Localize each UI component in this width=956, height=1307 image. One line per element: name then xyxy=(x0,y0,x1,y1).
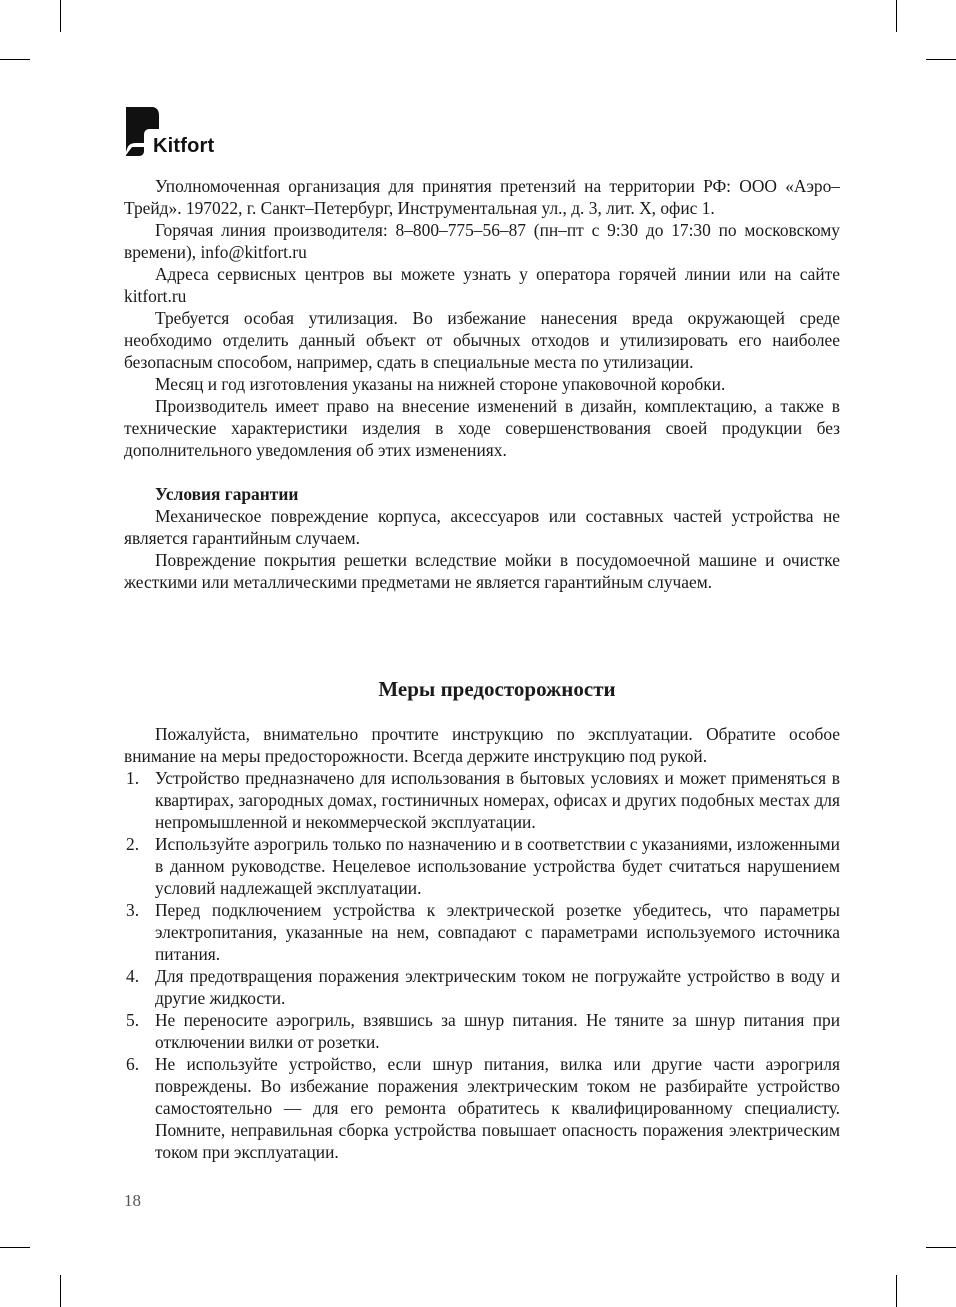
list-text: Для предотвращения поражения электрическим током не погружайте устройство в воду и другие жидкости. xyxy=(155,966,840,1008)
paragraph: Месяц и год изготовления указаны на нижней стороне упаковочной коробки. xyxy=(155,374,726,394)
crop-mark xyxy=(0,59,30,60)
list-item xyxy=(124,833,840,899)
paragraph: Адреса сервисных центров вы можете узнать у оператора горячей линии или на сайте kitfort.ru xyxy=(124,264,840,306)
list-text: Не используйте устройство, если шнур питания, вилка или другие части аэрогриля повреждены. Во избежание поражения электрическим током не разбирайте устройство самостоятельно — для его ремонта обратитесь к квалифицированному специалисту. Помните, неправильная сборка устройства повышает опасность поражения электрическим током при эксплуатации. xyxy=(155,1054,840,1162)
list-item xyxy=(124,899,840,965)
list-item xyxy=(124,767,840,833)
precautions-section xyxy=(124,723,840,1163)
paragraph: Уполномоченная организация для принятия претензий на территории РФ: ООО «Аэро–Трейд». 197022, г. Санкт–Петербург, Инструментальная ул., д. 3, лит. Х, офис 1. xyxy=(124,176,840,218)
crop-mark xyxy=(60,1275,61,1307)
list-text: Не переносите аэрогриль, взявшись за шнур питания. Не тяните за шнур питания при отключении вилки от розетки. xyxy=(155,1010,840,1052)
page-number: 18 xyxy=(124,1191,141,1210)
paragraph: Механическое повреждение корпуса, аксессуаров или составных частей устройства не является гарантийным случаем. xyxy=(124,506,840,548)
list-number: 3. xyxy=(126,900,140,920)
crop-mark xyxy=(896,0,897,32)
crop-mark xyxy=(0,1247,30,1248)
paragraph: Повреждение покрытия решетки вследствие мойки в посудомоечной машине и очистке жесткими или металлическими предметами не является гарантийным случаем. xyxy=(124,550,840,592)
section-title: Меры предосторожности xyxy=(378,677,616,701)
list-text: Перед подключением устройства к электрической розетке убедитесь, что параметры электропитания, указанные на нем, совпадают с параметрами используемого источника питания. xyxy=(155,900,840,964)
list-number: 4. xyxy=(126,966,140,986)
list-text: Устройство предназначено для использования в бытовых условиях и может применяться в квартирах, загородных домах, гостиничных номерах, офисах и других подобных местах для непромышленной и некоммерческой эксплуатации. xyxy=(155,768,840,832)
list-number: 6. xyxy=(126,1054,140,1074)
list-number: 2. xyxy=(126,834,140,854)
list-item xyxy=(124,1009,840,1053)
list-number: 5. xyxy=(126,1010,140,1030)
brand-name: Kitfort xyxy=(153,135,215,157)
list-text: Используйте аэрогриль только по назначению и в соответствии с указаниями, изложенными в данном руководстве. Нецелевое использование устройства будет считаться нарушением условий надлежащей эксплуатации. xyxy=(155,834,840,898)
list-item xyxy=(124,965,840,1009)
paragraph: Требуется особая утилизация. Во избежание нанесения вреда окружающей среде необходимо отделить данный объект от обычных отходов и утилизировать его наиболее безопасным способом, например, сдать в специальные места по утилизации. xyxy=(124,308,840,372)
paragraph: Горячая линия производителя: 8–800–775–56–87 (пн–пт с 9:30 до 17:30 по московскому времени), info@kitfort.ru xyxy=(124,220,840,262)
crop-mark xyxy=(926,1247,956,1248)
crop-mark xyxy=(896,1275,897,1307)
precautions-list xyxy=(124,767,840,1163)
intro-section xyxy=(124,175,840,593)
list-number: 1. xyxy=(126,768,140,788)
paragraph: Производитель имеет право на внесение изменений в дизайн, комплектацию, а также в технические характеристики изделия в ходе совершенствования своей продукции без дополнительного уведомления об этих изменениях. xyxy=(124,396,840,460)
list-item xyxy=(124,1053,840,1163)
kitfort-logo xyxy=(126,107,246,157)
precautions-intro: Пожалуйста, внимательно прочтите инструкцию по эксплуатации. Обратите особое внимание на меры предосторожности. Всегда держите инструкцию под рукой. xyxy=(124,724,840,766)
crop-mark xyxy=(60,0,61,32)
crop-mark xyxy=(926,59,956,60)
warranty-heading: Условия гарантии xyxy=(155,484,299,504)
